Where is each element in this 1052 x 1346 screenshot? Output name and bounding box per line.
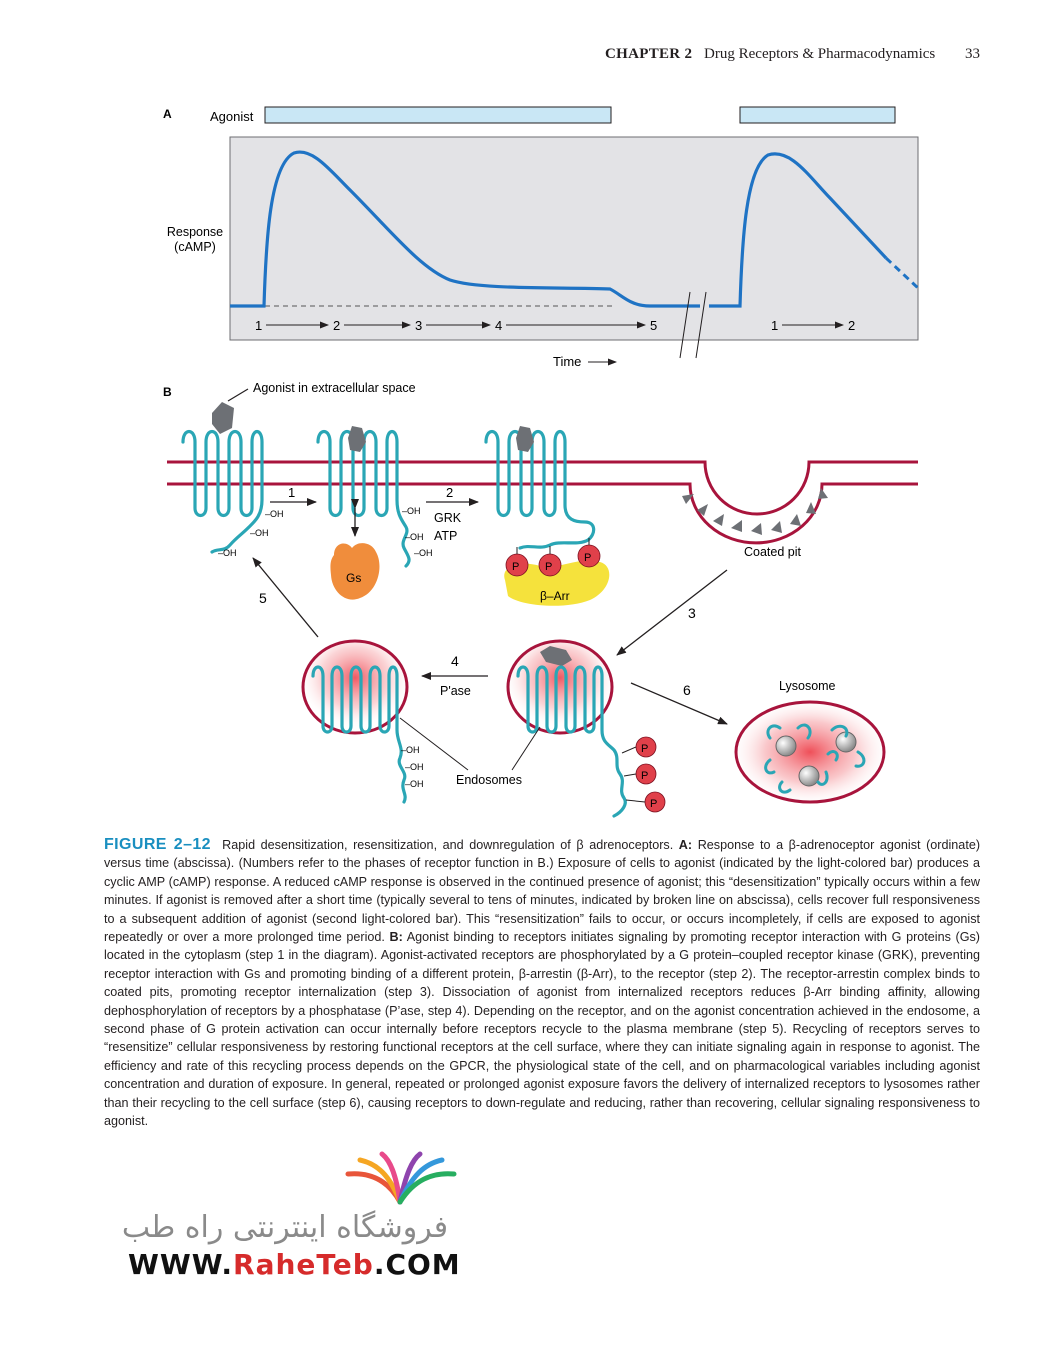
p-label-endo-a: P [641,743,649,755]
agonist-molecule-free [212,402,234,434]
oh-label-r2-a: –OH [402,506,421,516]
oh-label-r2-c: –OH [414,548,433,558]
chapter-label: CHAPTER 2 [605,46,693,62]
step-3-label: 3 [688,605,696,621]
p-label-r3-c: P [584,552,592,564]
phase-label-3: 3 [415,318,423,333]
figure-caption [104,836,980,1131]
agonist-label: Agonist [210,109,254,124]
url-suffix: .COM [373,1248,461,1281]
y-axis-label-line2: (cAMP) [174,240,216,254]
oh-label-endo-b: –OH [405,762,424,772]
phase-label-4: 4 [495,318,503,333]
pase-label: P'ase [440,684,471,698]
agonist-bar-first [265,107,611,123]
endosome-dephosphorylated [303,641,407,733]
x-axis-label: Time [553,354,582,369]
beta-arrestin-label: β–Arr [540,589,570,603]
page-number: 33 [965,46,980,62]
chapter-title: Drug Receptors & Pharmacodynamics [704,46,936,62]
oh-label-r1-b: –OH [250,528,269,538]
agonist-bar-second [740,107,895,123]
p-label-endo-b: P [641,770,649,782]
phase-label-2: 2 [333,318,341,333]
oh-label-endo-a: –OH [401,745,420,755]
agonist-callout: Agonist in extracellular space [253,381,416,395]
panel-a-label: A [163,107,172,121]
step-5-label: 5 [259,590,267,606]
url-prefix: WWW. [128,1248,234,1281]
step-2-label: 2 [446,485,454,500]
book-logo-icon [330,1150,470,1208]
caption-intro: Rapid desensitization, resensitization, and downregulation of β adrenoceptors. [222,838,674,852]
caption-part-a: Response to a β-adrenoceptor agonist (ordinate) versus time (abscissa). (Numbers refer to the phases of receptor function in B.) Exposure of cells to agonist (indicated by the light-colored bar) produces a cyclic AMP (cAMP) response. A reduced cAMP response is observed in the continued presence of agonist; this “desensitization” typically occurs within a few minutes. If agonist is removed after a short time (typically several to tens of minutes, indicated by broken line on abscissa), cells recover full responsiveness to a subsequent addition of agonist (second light-colored bar). This “resensitization” fails to occur, or occurs incompletely, if cells are exposed to agonist repeatedly or over a more prolonged time period. [104,838,981,945]
caption-part-b: Agonist binding to receptors initiates signaling by promoting receptor interaction with G proteins (Gs) located in the cytoplasm (step 1 in the diagram). Agonist-activated receptors are phosphorylated by a G protein–coupled receptor kinase (GRK), preventing receptor interaction with Gs and promoting binding of a different protein, β-arrestin (β-Arr), to the receptor (step 2). The receptor-arrestin complex binds to coated pits, promoting receptor internalization (step 3). Dissociation of agonist from internalized receptors reduces β-Arr binding affinity, allowing dephosphorylation of receptors by a phosphatase (P’ase, step 4). Depending on the receptor, and on the agonist concentration achieved in the endosome, a second phase of G protein activation can occur internally before receptors recycle to the plasma membrane (step 5). Recycling of receptors serves to “resensitize” cellular responsiveness by restoring functional receptors at the cell surface, where they can initiate signaling again in response to agonist. The efficiency and rate of this recycling process depends on the GPCR, the physiological state of the cell, and on pharmacological variables including agonist concentration and duration of exposure. In general, repeated or prolonged agonist exposure favors the delivery of internalized receptors to lysosomes rather than their recycling to the cell surface (step 6), causing receptors to down-regulate and reducing, rather than recovering, cellular signaling responsiveness to agonist. [104,930,980,1129]
y-axis-label-line1: Response [166,225,224,239]
oh-label-endo-c: –OH [405,779,424,789]
figure-label: FIGURE 2–12 [104,836,211,853]
p-label-r3-a: P [512,561,520,573]
step-3-arrow [617,570,727,655]
grk-label: GRK [434,511,462,525]
caption-a-label: A: [678,838,693,852]
p-label-r3-b: P [545,561,553,573]
response-plot-area [230,137,918,340]
lysosome [736,702,884,802]
phase-label-1: 1 [255,318,263,333]
receptor-phosphorylated [486,432,594,549]
coated-pit-clathrin [682,488,828,535]
step-6-arrow [631,683,727,724]
step-4-label: 4 [451,653,459,669]
step-1-label: 1 [288,485,296,500]
watermark-persian-text: فروشگاه اینترنتی راه طب [121,1210,449,1245]
gs-label: Gs [346,571,362,585]
phase-label-second-2: 2 [848,318,856,333]
url-brand: RaheTeb [233,1248,374,1281]
endosomes-label: Endosomes [456,773,523,787]
p-label-endo-c: P [650,798,658,810]
atp-label: ATP [434,529,458,543]
caption-b-label: B: [389,930,403,945]
panel-b-label: B [163,385,172,399]
phase-label-second-1: 1 [771,318,779,333]
oh-label-r2-b: –OH [405,532,424,542]
oh-label-r1-a: –OH [265,509,284,519]
lysosome-label: Lysosome [779,679,836,693]
coated-pit-label: Coated pit [744,545,801,559]
step-6-label: 6 [683,682,691,698]
oh-label-r1-c: –OH [218,548,237,558]
watermark-url [128,1248,461,1281]
phase-label-5: 5 [650,318,658,333]
